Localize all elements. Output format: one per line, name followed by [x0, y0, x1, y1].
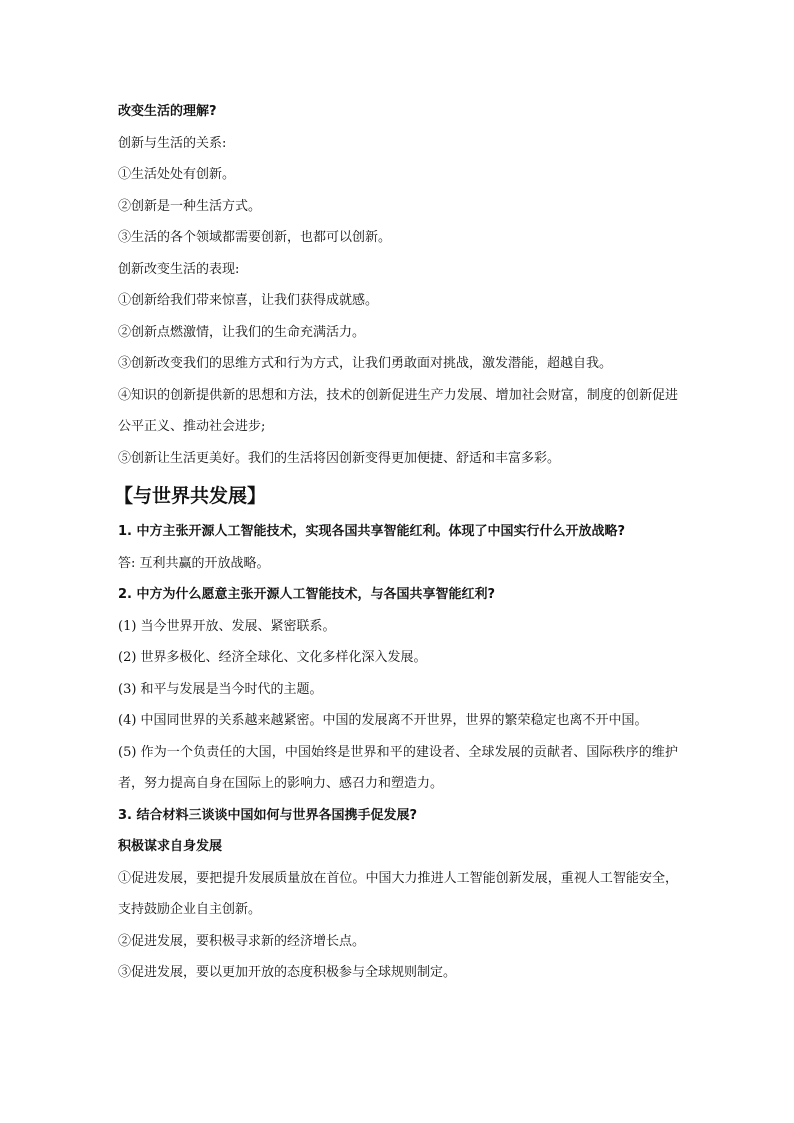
relation-item-2: ②创新是一种生活方式。 [118, 198, 262, 214]
relation-item-3: ③生活的各个领域都需要创新，也都可以创新。 [118, 230, 392, 245]
question-1: 1. 中方主张开源人工智能技术，实现各国共享智能红利。体现了中国实行什么开放战略? [118, 524, 626, 539]
section-title: 【与世界共发展】 [114, 485, 267, 507]
answer-2-item-5: (5) 作为一个负责任的大国，中国始终是世界和平的建设者、全球发展的贡献者、国际秩序的维护者，努力提高自身在国际上的影响力、感召力和塑造力。 [118, 744, 678, 791]
effect-item-1: ①创新给我们带来惊喜，让我们获得成就感。 [118, 293, 379, 308]
question-3: 3. 结合材料三谈谈中国如何与世界各国携手促发展? [118, 807, 418, 823]
effect-item-4: ④知识的创新提供新的思想和方法，技术的创新促进生产力发展、增加社会财富，制度的创新促进公平正义、推动社会进步; [118, 387, 678, 434]
answer-2-item-1: (1) 当今世界开放、发展、紧密联系。 [118, 618, 336, 634]
part1-heading: 改变生活的理解? [118, 104, 217, 119]
answer-2-item-2: (2) 世界多极化、经济全球化、文化多样化深入发展。 [118, 650, 427, 665]
answer-3-item-2: ②促进发展，要积极寻求新的经济增长点。 [118, 933, 366, 949]
question-2: 2. 中方为什么愿意主张开源人工智能技术，与各国共享智能红利? [118, 587, 496, 602]
effect-title: 创新改变生活的表现: [118, 261, 240, 277]
document-page [114, 96, 678, 989]
answer-3-item-1: ①促进发展，要把提升发展质量放在首位。中国大力推进人工智能创新发展，重视人工智能安全，支持鼓励企业自主创新。 [118, 870, 678, 917]
relation-item-1: ①生活处处有创新。 [118, 167, 236, 182]
answer-2-item-4: (4) 中国同世界的关系越来越紧密。中国的发展离不开世界，世界的繁荣稳定也离不开中国。 [118, 713, 648, 728]
effect-item-3: ③创新改变我们的思维方式和行为方式，让我们勇敢面对挑战，激发潜能，超越自我。 [118, 356, 613, 371]
answer-3-item-3: ③促进发展，要以更加开放的态度积极参与全球规则制定。 [118, 965, 457, 980]
effect-item-5: ⑤创新让生活更美好。我们的生活将因创新变得更加便捷、舒适和丰富多彩。 [118, 450, 561, 466]
answer-2-item-3: (3) 和平与发展是当今时代的主题。 [118, 681, 323, 697]
question-3-subtitle: 积极谋求自身发展 [118, 839, 223, 854]
answer-1: 答: 互利共赢的开放战略。 [118, 555, 270, 571]
relation-title: 创新与生活的关系: [118, 135, 227, 151]
effect-item-2: ②创新点燃激情，让我们的生命充满活力。 [118, 324, 366, 340]
